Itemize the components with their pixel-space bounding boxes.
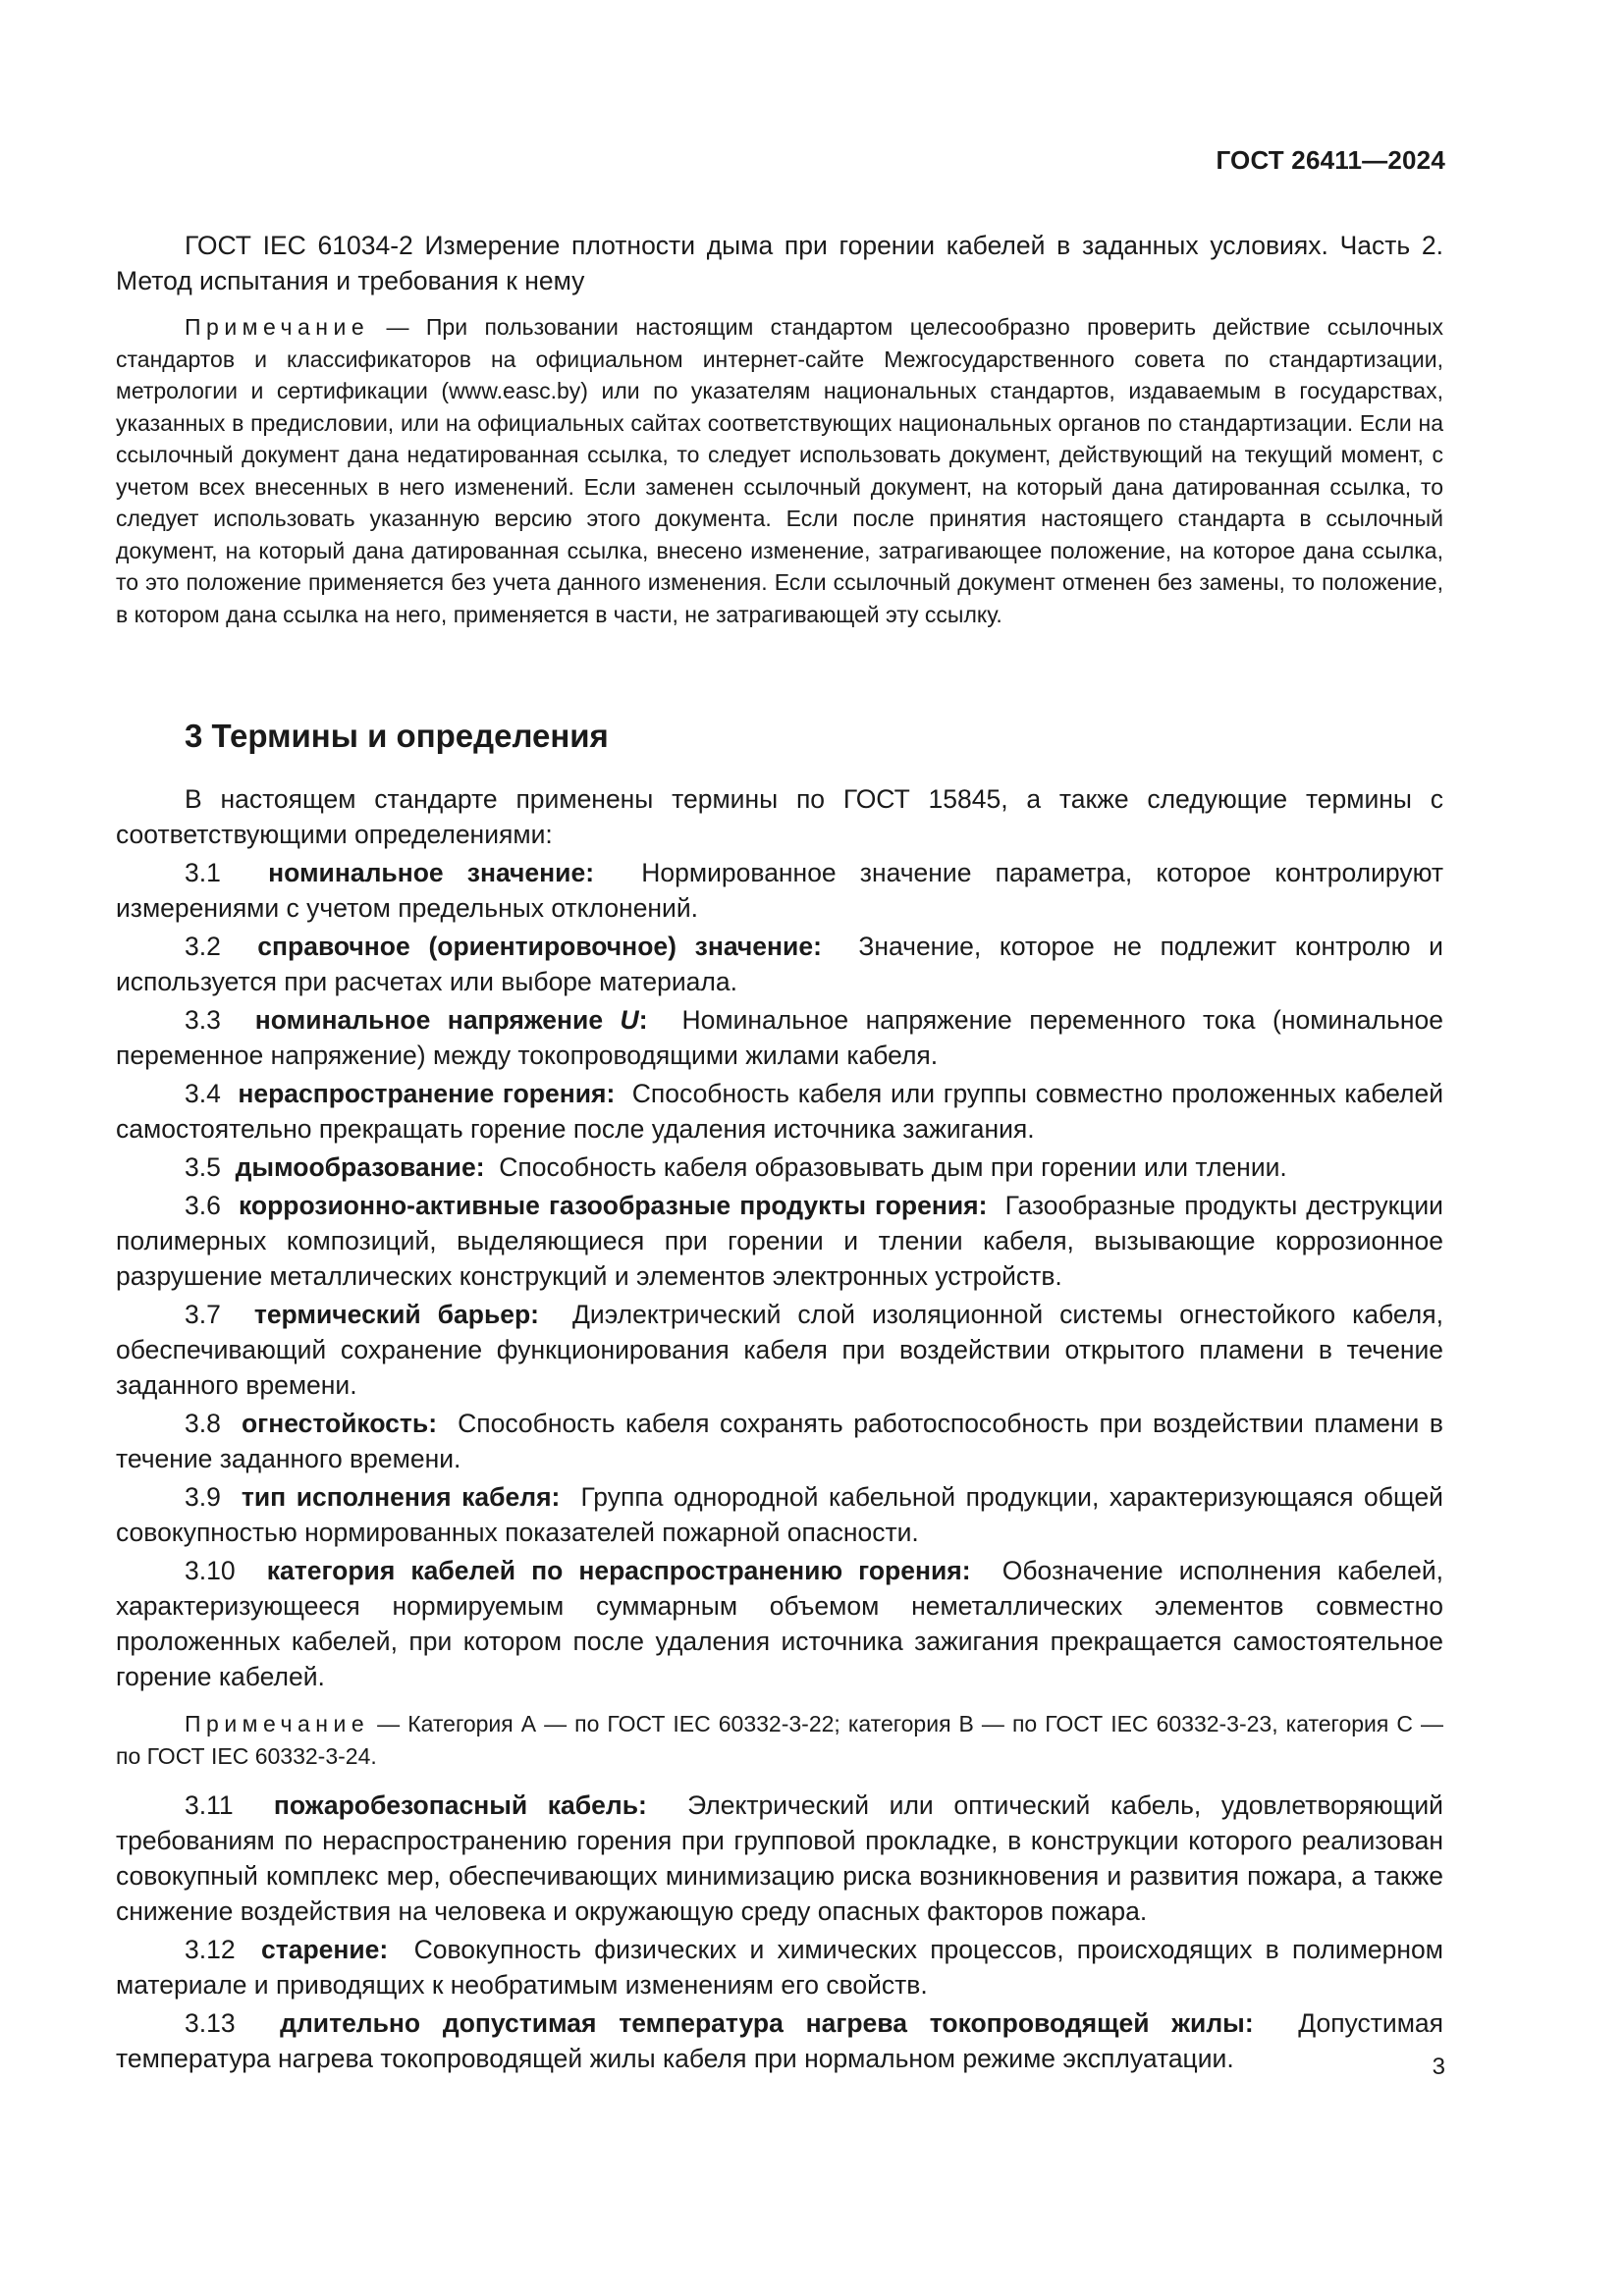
- term-name: коррозионно-активные газообразные продукты горения:: [238, 1191, 988, 1220]
- term-3-4: [116, 1076, 1443, 1147]
- section-heading: 3 Термины и определения: [185, 718, 609, 754]
- term-3-10: [116, 1553, 1443, 1694]
- note-label: Примечание: [185, 314, 370, 340]
- term-3-2: [116, 929, 1443, 999]
- term-number: 3.2: [185, 932, 221, 961]
- term-name: номинальное значение:: [268, 858, 595, 887]
- term-name-tail: :: [638, 1005, 648, 1035]
- note-paragraph: [116, 1708, 1443, 1772]
- term-definition: Способность кабеля образовывать дым при горении или тлении.: [499, 1152, 1287, 1182]
- term-number: 3.3: [185, 1005, 221, 1035]
- note-block: [116, 311, 1443, 630]
- page-number: 3: [1432, 2054, 1445, 2080]
- term-number: 3.12: [185, 1935, 236, 1964]
- term-3-13: [116, 2005, 1443, 2076]
- term-number: 3.1: [185, 858, 221, 887]
- term-definition: Газообразные продукты деструкции полимерных композиций, выделяющиеся при горении и тлении кабеля, вызывающие коррозионное разрушение металлических конструкций и элементов электронных устройств.: [116, 1191, 1443, 1291]
- term-name: длительно допустимая температура нагрева токопроводящей жилы:: [280, 2008, 1254, 2038]
- term-name: справочное (ориентировочное) значение:: [257, 932, 822, 961]
- term-3-3: [116, 1002, 1443, 1073]
- term-name: категория кабелей по нераспространению горения:: [266, 1556, 971, 1585]
- note-text: — При пользовании настоящим стандартом целесообразно проверить действие ссылочных стандартов и классификаторов на официальном интернет-сайте Межгосударственного совета по стандартизации, метрологии и сертификации (www.easc.by) или по указателям национальных стандартов, издаваемым в государствах, указанных в предисловии, или на официальных сайтах соответствующих национальных органов по стандартизации. Если на ссылочный документ дана недатированная ссылка, то следует использовать документ, действующий на текущий момент, с учетом всех внесенных в него изменений. Если заменен ссылочный документ, на который дана датированная ссылка, то следует использовать указанную версию этого документа. Если после принятия настоящего стандарта в ссылочный документ, на который дана датированная ссылка, внесено изменение, затрагивающее положение, на которое дана ссылка, то это положение применяется без учета данного изменения. Если ссылочный документ отменен без замены, то положение, в котором дана ссылка на него, применяется в части, не затрагивающей эту ссылку.: [116, 314, 1443, 627]
- term-definition: Электрический или оптический кабель, удовлетворяющий требованиям по нераспространению горения при групповой прокладке, в конструкции которого реализован совокупный комплекс мер, обеспечивающих минимизацию риска возникновения и развития пожара, а также снижение воздействия на человека и окружающую среду опасных факторов пожара.: [116, 1790, 1443, 1926]
- note-label: Примечание: [185, 1711, 370, 1736]
- term-definition: Группа однородной кабельной продукции, характеризующаяся общей совокупностью нормированных показателей пожарной опасности.: [116, 1482, 1443, 1547]
- term-name: дымообразование:: [235, 1152, 485, 1182]
- term-number: 3.4: [185, 1079, 221, 1108]
- term-definition: Номинальное напряжение переменного тока (номинальное переменное напряжение) между токопроводящими жилами кабеля.: [116, 1005, 1443, 1070]
- term-definition: Способность кабеля сохранять работоспособность при воздействии пламени в течение заданного времени.: [116, 1409, 1443, 1473]
- term-definition: Допустимая температура нагрева токопроводящей жилы кабеля при нормальном режиме эксплуатации.: [116, 2008, 1444, 2073]
- term-number: 3.7: [185, 1300, 221, 1329]
- term-number: 3.6: [185, 1191, 221, 1220]
- section-body: [116, 781, 1443, 2079]
- term-3-11: [116, 1788, 1443, 1929]
- term-definition: Совокупность физических и химических процессов, происходящих в полимерном материале и приводящих к необратимым изменениям его свойств.: [116, 1935, 1443, 2000]
- term-number: 3.10: [185, 1556, 236, 1585]
- reference-text: ГОСТ IEC 61034-2 Измерение плотности дыма при горении кабелей в заданных условиях. Часть 2. Метод испытания и требования к нему: [116, 231, 1443, 295]
- term-number: 3.13: [185, 2008, 236, 2038]
- term-name: номинальное напряжение: [254, 1005, 621, 1035]
- term-definition: Нормированное значение параметра, которое контролируют измерениями с учетом предельных отклонений.: [116, 858, 1443, 923]
- term-3-9: [116, 1479, 1443, 1550]
- term-number: 3.5: [185, 1152, 221, 1182]
- term-number: 3.9: [185, 1482, 221, 1512]
- term-3-12: [116, 1932, 1443, 2002]
- term-name: огнестойкость:: [241, 1409, 438, 1438]
- term-3-8: [116, 1406, 1443, 1476]
- term-variable: U: [620, 1005, 639, 1035]
- term-definition: Способность кабеля или группы совместно проложенных кабелей самостоятельно прекращать горение после удаления источника зажигания.: [116, 1079, 1444, 1144]
- term-definition: Диэлектрический слой изоляционной системы огнестойкого кабеля, обеспечивающий сохранение функционирования кабеля при воздействии открытого пламени в течение заданного времени.: [116, 1300, 1443, 1400]
- term-3-1: [116, 855, 1443, 926]
- term-name: термический барьер:: [253, 1300, 539, 1329]
- term-name: старение:: [260, 1935, 389, 1964]
- reference-item: [116, 228, 1443, 298]
- term-number: 3.8: [185, 1409, 221, 1438]
- term-3-7: [116, 1297, 1443, 1403]
- document-code: ГОСТ 26411—2024: [1216, 145, 1445, 175]
- term-number: 3.11: [185, 1790, 234, 1820]
- section-intro: В настоящем стандарте применены термины по ГОСТ 15845, а также следующие термины с соответствующими определениями:: [116, 784, 1443, 849]
- term-definition: Значение, которое не подлежит контролю и используется при расчетах или выборе материала.: [116, 932, 1443, 996]
- term-name: тип исполнения кабеля:: [241, 1482, 561, 1512]
- term-name: пожаробезопасный кабель:: [273, 1790, 647, 1820]
- term-3-6: [116, 1188, 1443, 1294]
- term-3-5: [116, 1149, 1443, 1185]
- note-paragraph: [116, 311, 1443, 630]
- section-heading-block: [116, 718, 1443, 755]
- note-text: — Категория А — по ГОСТ IEC 60332-3-22; категория В — по ГОСТ IEC 60332-3-23, категория С — по ГОСТ IEC 60332-3-24.: [116, 1711, 1443, 1769]
- term-name: нераспространение горения:: [238, 1079, 616, 1108]
- term-definition: Обозначение исполнения кабелей, характеризующееся нормируемым суммарным объемом неметаллических элементов совместно проложенных кабелей, при котором после удаления источника зажигания прекращается самостоятельное горение кабелей.: [116, 1556, 1443, 1691]
